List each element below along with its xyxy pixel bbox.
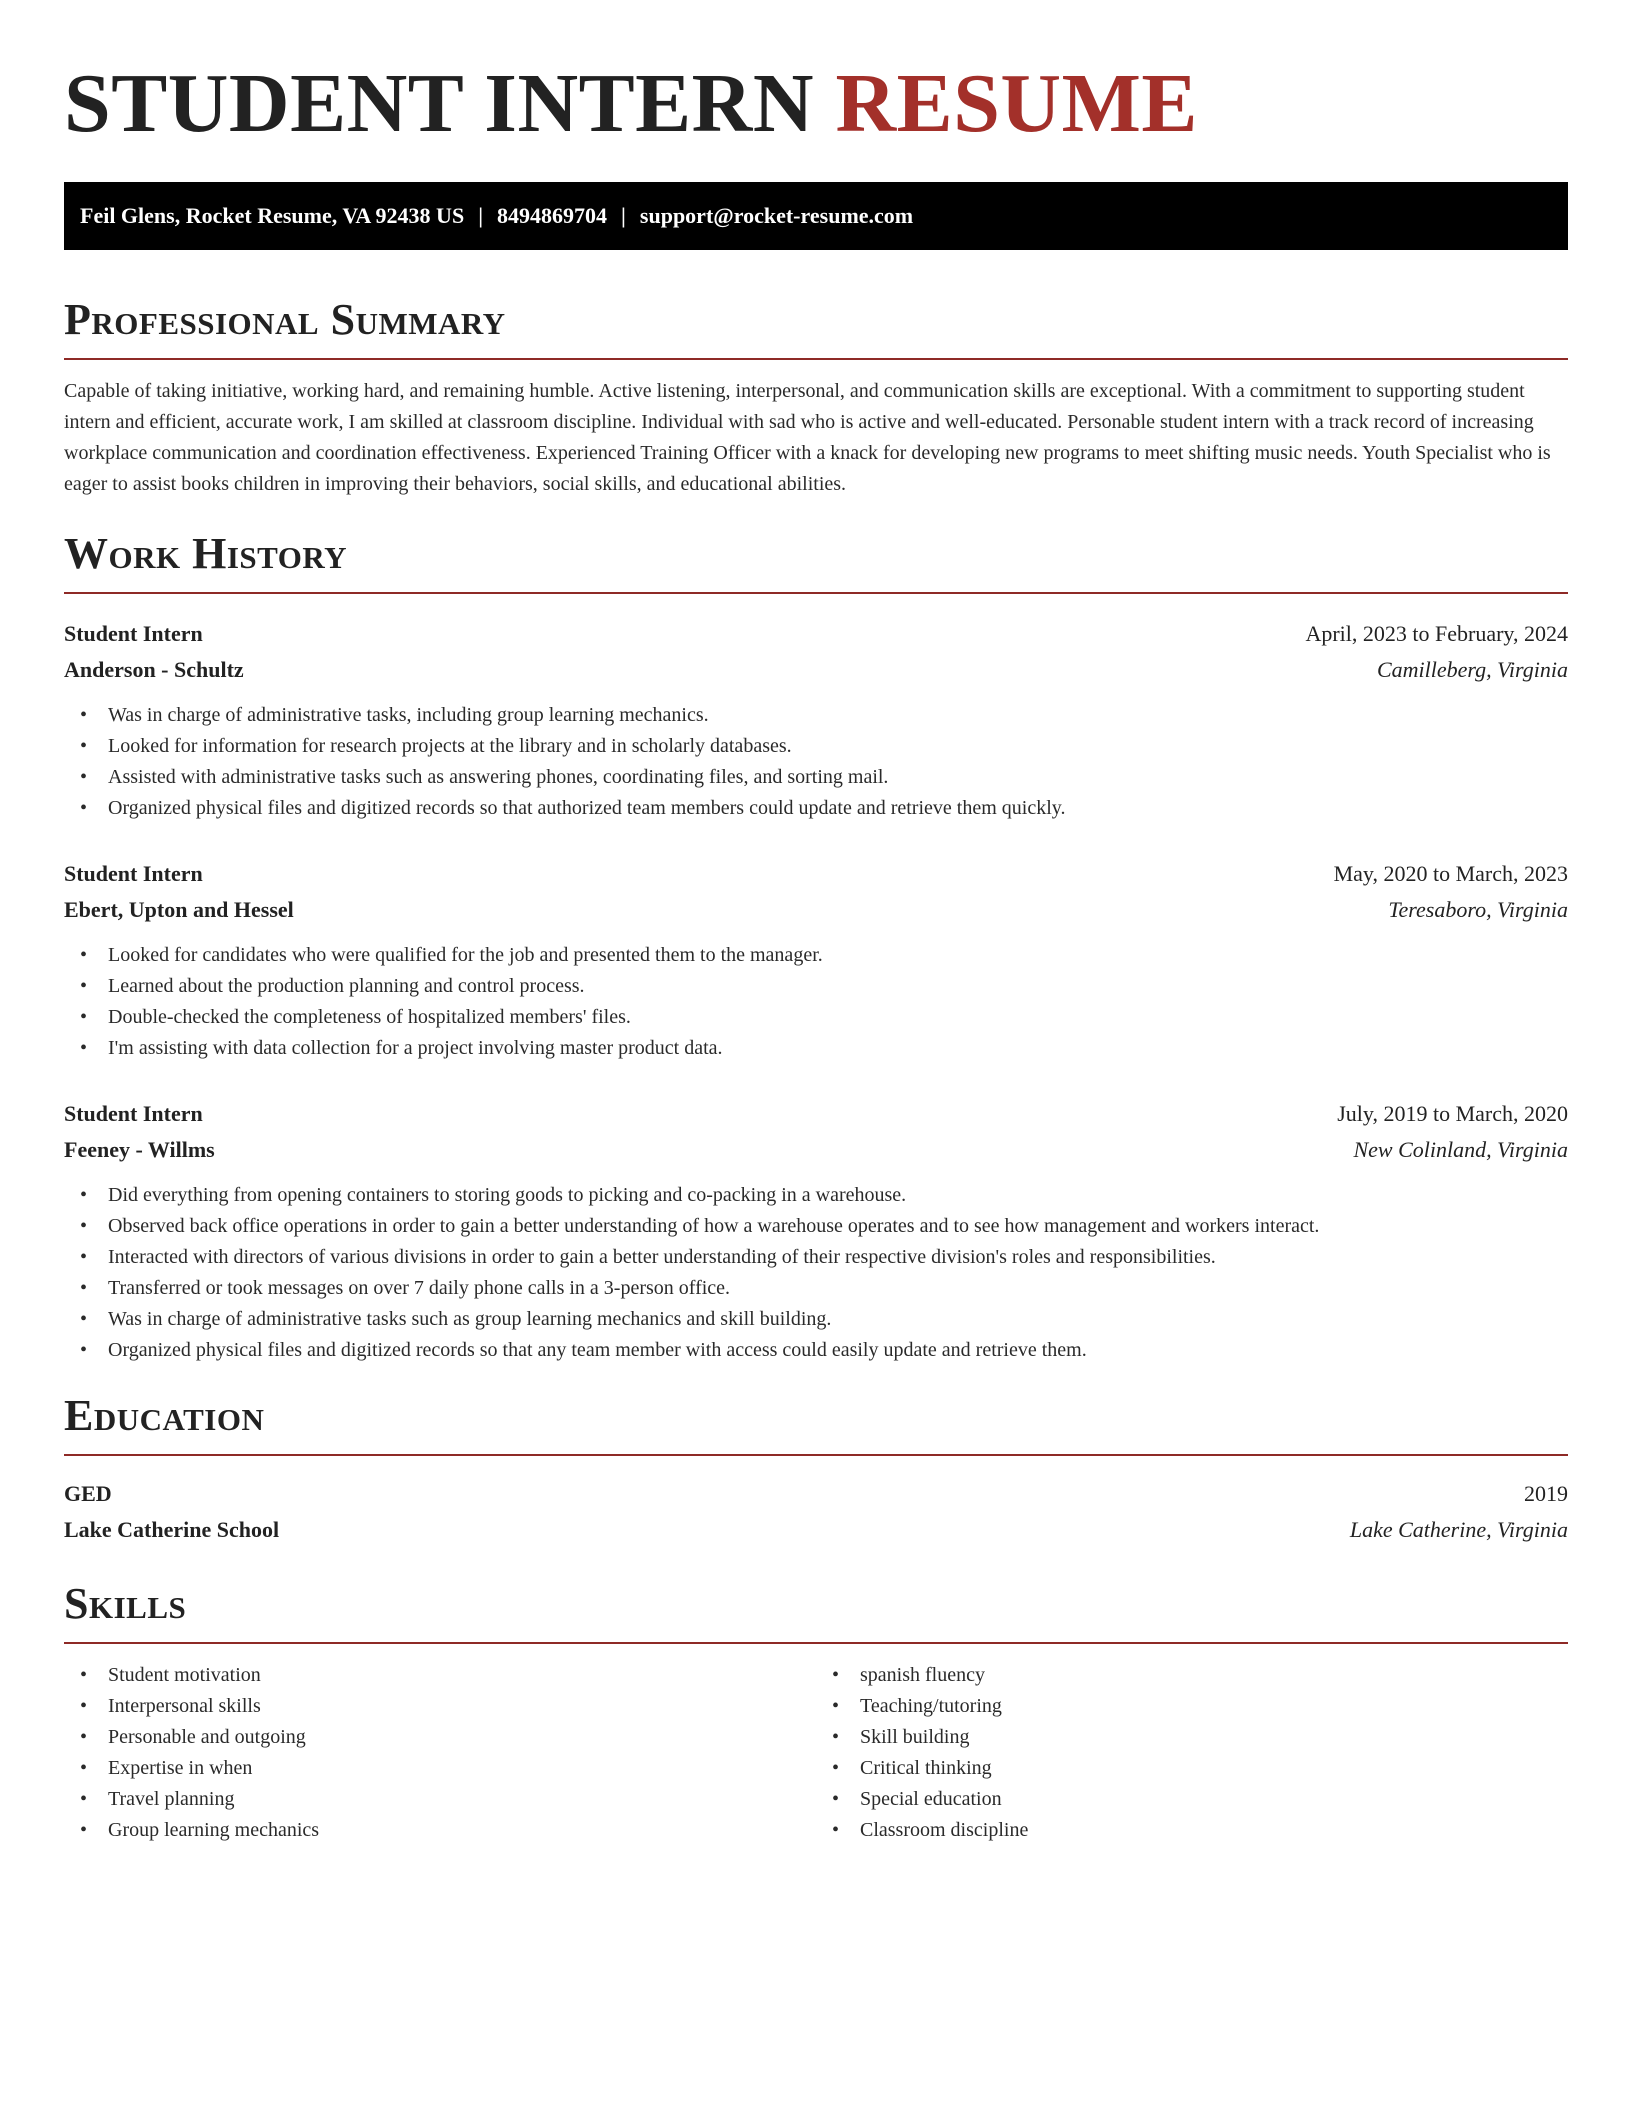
job-header-row xyxy=(64,616,1568,652)
job-company: Ebert, Upton and Hessel xyxy=(64,897,294,922)
bullet-icon: • xyxy=(80,944,88,966)
skill-item xyxy=(816,1722,1568,1753)
job-bullet-text: Observed back office operations in order to gain a better understanding of how a warehouse operates and to see how management and workers interact. xyxy=(108,1215,1320,1237)
skills-column-right xyxy=(816,1660,1568,1846)
section-divider xyxy=(64,1454,1568,1456)
education-header-row xyxy=(64,1476,1568,1512)
job-bullet-text: Assisted with administrative tasks such as answering phones, coordinating files, and sorting mail. xyxy=(108,766,889,788)
job-dates: April, 2023 to February, 2024 xyxy=(1305,621,1568,646)
contact-address: Feil Glens, Rocket Resume, VA 92438 US xyxy=(80,203,465,228)
job-bullet-text: Interacted with directors of various divisions in order to gain a better understanding of their respective division's roles and responsibilities. xyxy=(108,1246,1216,1268)
job-location: Camilleberg, Virginia xyxy=(1376,657,1568,682)
skill-text: Student motivation xyxy=(108,1664,261,1686)
bullet-icon: • xyxy=(80,1308,88,1330)
skill-item xyxy=(816,1815,1568,1846)
job-bullets xyxy=(64,1180,1568,1366)
bullet-icon: • xyxy=(80,1819,88,1841)
skill-item xyxy=(816,1660,1568,1691)
job-title: Student Intern xyxy=(64,621,203,646)
job-dates: May, 2020 to March, 2023 xyxy=(1333,861,1568,886)
job-bullet-text: Looked for information for research projects at the library and in scholarly databases. xyxy=(108,735,792,757)
job-entry xyxy=(64,856,1568,1064)
job-company-row xyxy=(64,652,1568,688)
section-heading-work: Work History xyxy=(64,529,348,578)
education-school: Lake Catherine School xyxy=(64,1517,280,1542)
skills-grid xyxy=(64,1660,1568,1846)
job-bullet-text: Did everything from opening containers to storing goods to picking and co-packing in a warehouse. xyxy=(108,1184,907,1206)
education-section xyxy=(64,1390,1568,1548)
title-accent: RESUME xyxy=(835,57,1198,150)
education-degree: GED xyxy=(64,1481,112,1506)
skills-column-left xyxy=(64,1660,816,1846)
job-bullet xyxy=(64,940,1568,971)
job-entry xyxy=(64,616,1568,824)
bullet-icon: • xyxy=(80,797,88,819)
skill-text: Travel planning xyxy=(108,1788,235,1810)
contact-bar xyxy=(64,182,1568,250)
bullet-icon: • xyxy=(80,1184,88,1206)
job-bullet-text: Transferred or took messages on over 7 daily phone calls in a 3-person office. xyxy=(108,1277,731,1299)
section-heading-skills: Skills xyxy=(64,1579,187,1628)
skill-text: Classroom discipline xyxy=(860,1819,1029,1841)
bullet-icon: • xyxy=(80,1277,88,1299)
skill-item xyxy=(64,1691,816,1722)
bullet-icon: • xyxy=(80,1339,88,1361)
section-heading-summary: Professional Summary xyxy=(64,295,506,344)
title-main: STUDENT INTERN xyxy=(64,57,814,150)
skill-text: Expertise in when xyxy=(108,1757,253,1779)
skills-section xyxy=(64,1578,1568,1846)
bullet-icon: • xyxy=(80,975,88,997)
contact-separator: | xyxy=(621,203,626,228)
skill-item xyxy=(64,1815,816,1846)
job-bullet xyxy=(64,731,1568,762)
job-header-row xyxy=(64,1096,1568,1132)
job-bullet xyxy=(64,1180,1568,1211)
job-company: Feeney - Willms xyxy=(64,1137,215,1162)
skill-text: Personable and outgoing xyxy=(108,1726,306,1748)
skill-item xyxy=(64,1784,816,1815)
education-location: Lake Catherine, Virginia xyxy=(1349,1517,1568,1542)
job-bullet-text: Double-checked the completeness of hospitalized members' files. xyxy=(108,1006,631,1028)
bullet-icon: • xyxy=(832,1819,840,1841)
education-year: 2019 xyxy=(1524,1481,1568,1506)
job-bullets xyxy=(64,700,1568,824)
bullet-icon: • xyxy=(80,1006,88,1028)
job-bullet xyxy=(64,1304,1568,1335)
bullet-icon: • xyxy=(80,1037,88,1059)
skill-item xyxy=(64,1753,816,1784)
skill-item xyxy=(816,1691,1568,1722)
contact-separator: | xyxy=(478,203,484,228)
skill-item xyxy=(816,1753,1568,1784)
bullet-icon: • xyxy=(80,766,88,788)
job-bullet-text: Learned about the production planning and control process. xyxy=(108,975,585,997)
job-company-row xyxy=(64,1132,1568,1168)
bullet-icon: • xyxy=(80,1788,88,1810)
skill-item xyxy=(64,1722,816,1753)
resume-title xyxy=(64,56,1568,152)
job-dates: July, 2019 to March, 2020 xyxy=(1337,1101,1568,1126)
bullet-icon: • xyxy=(80,735,88,757)
job-location: Teresaboro, Virginia xyxy=(1388,897,1568,922)
job-bullet-text: Looked for candidates who were qualified for the job and presented them to the manager. xyxy=(108,944,823,966)
skill-text: Interpersonal skills xyxy=(108,1695,261,1717)
job-bullet-text: Was in charge of administrative tasks such as group learning mechanics and skill building. xyxy=(108,1308,832,1330)
contact-email: support@rocket-resume.com xyxy=(639,203,914,228)
job-bullet xyxy=(64,762,1568,793)
job-bullet xyxy=(64,1002,1568,1033)
skill-text: Critical thinking xyxy=(860,1757,992,1779)
skill-item xyxy=(816,1784,1568,1815)
job-bullet xyxy=(64,1033,1568,1064)
bullet-icon: • xyxy=(80,1757,88,1779)
bullet-icon: • xyxy=(80,1726,88,1748)
skill-item xyxy=(64,1660,816,1691)
job-entry xyxy=(64,1096,1568,1366)
job-bullet xyxy=(64,1335,1568,1366)
skill-text: Group learning mechanics xyxy=(108,1819,320,1841)
bullet-icon: • xyxy=(832,1788,840,1810)
bullet-icon: • xyxy=(832,1757,840,1779)
section-divider xyxy=(64,592,1568,594)
job-bullet-text: Organized physical files and digitized records so that authorized team members could update and retrieve them quickly. xyxy=(108,797,1066,819)
professional-summary-section xyxy=(64,294,1568,500)
job-bullet xyxy=(64,1273,1568,1304)
section-heading-education: Education xyxy=(64,1391,265,1440)
job-bullet xyxy=(64,1242,1568,1273)
contact-phone: 8494869704 xyxy=(497,203,608,228)
bullet-icon: • xyxy=(80,704,88,726)
bullet-icon: • xyxy=(80,1215,88,1237)
education-school-row xyxy=(64,1512,1568,1548)
job-title: Student Intern xyxy=(64,1101,203,1126)
job-location: New Colinland, Virginia xyxy=(1353,1137,1568,1162)
education-entry xyxy=(64,1476,1568,1548)
bullet-icon: • xyxy=(80,1664,88,1686)
job-company: Anderson - Schultz xyxy=(64,657,244,682)
bullet-icon: • xyxy=(832,1726,840,1748)
job-bullet xyxy=(64,971,1568,1002)
job-bullets xyxy=(64,940,1568,1064)
section-divider xyxy=(64,1642,1568,1644)
skill-text: spanish fluency xyxy=(860,1664,985,1686)
job-title: Student Intern xyxy=(64,861,203,886)
job-bullet-text: Was in charge of administrative tasks, including group learning mechanics. xyxy=(108,704,709,726)
job-bullet-text: Organized physical files and digitized records so that any team member with access could easily update and retrieve them. xyxy=(108,1339,1087,1361)
skill-text: Skill building xyxy=(860,1726,970,1748)
job-bullet xyxy=(64,700,1568,731)
work-history-section xyxy=(64,528,1568,1366)
job-bullet-text: I'm assisting with data collection for a project involving master product data. xyxy=(108,1037,723,1059)
job-bullet xyxy=(64,793,1568,824)
bullet-icon: • xyxy=(80,1695,88,1717)
bullet-icon: • xyxy=(832,1695,840,1717)
job-header-row xyxy=(64,856,1568,892)
job-company-row xyxy=(64,892,1568,928)
summary-text: Capable of taking initiative, working hard, and remaining humble. Active listening, interpersonal, and communication skills are exceptional. With a commitment to supporting student intern and efficient, accurate work, I am skilled at classroom discipline. Individual with sad who is active and well-educated. Personable student intern with a track record of increasing workplace communication and coordination effectiveness. Experienced Training Officer with a knack for developing new programs to meet shifting music needs. Youth Specialist who is eager to assist books children in improving their behaviors, social skills, and educational abilities. xyxy=(64,380,1551,495)
section-divider xyxy=(64,358,1568,360)
bullet-icon: • xyxy=(80,1246,88,1268)
skill-text: Special education xyxy=(860,1788,1002,1810)
bullet-icon: • xyxy=(832,1664,840,1686)
job-bullet xyxy=(64,1211,1568,1242)
skill-text: Teaching/tutoring xyxy=(860,1695,1002,1717)
